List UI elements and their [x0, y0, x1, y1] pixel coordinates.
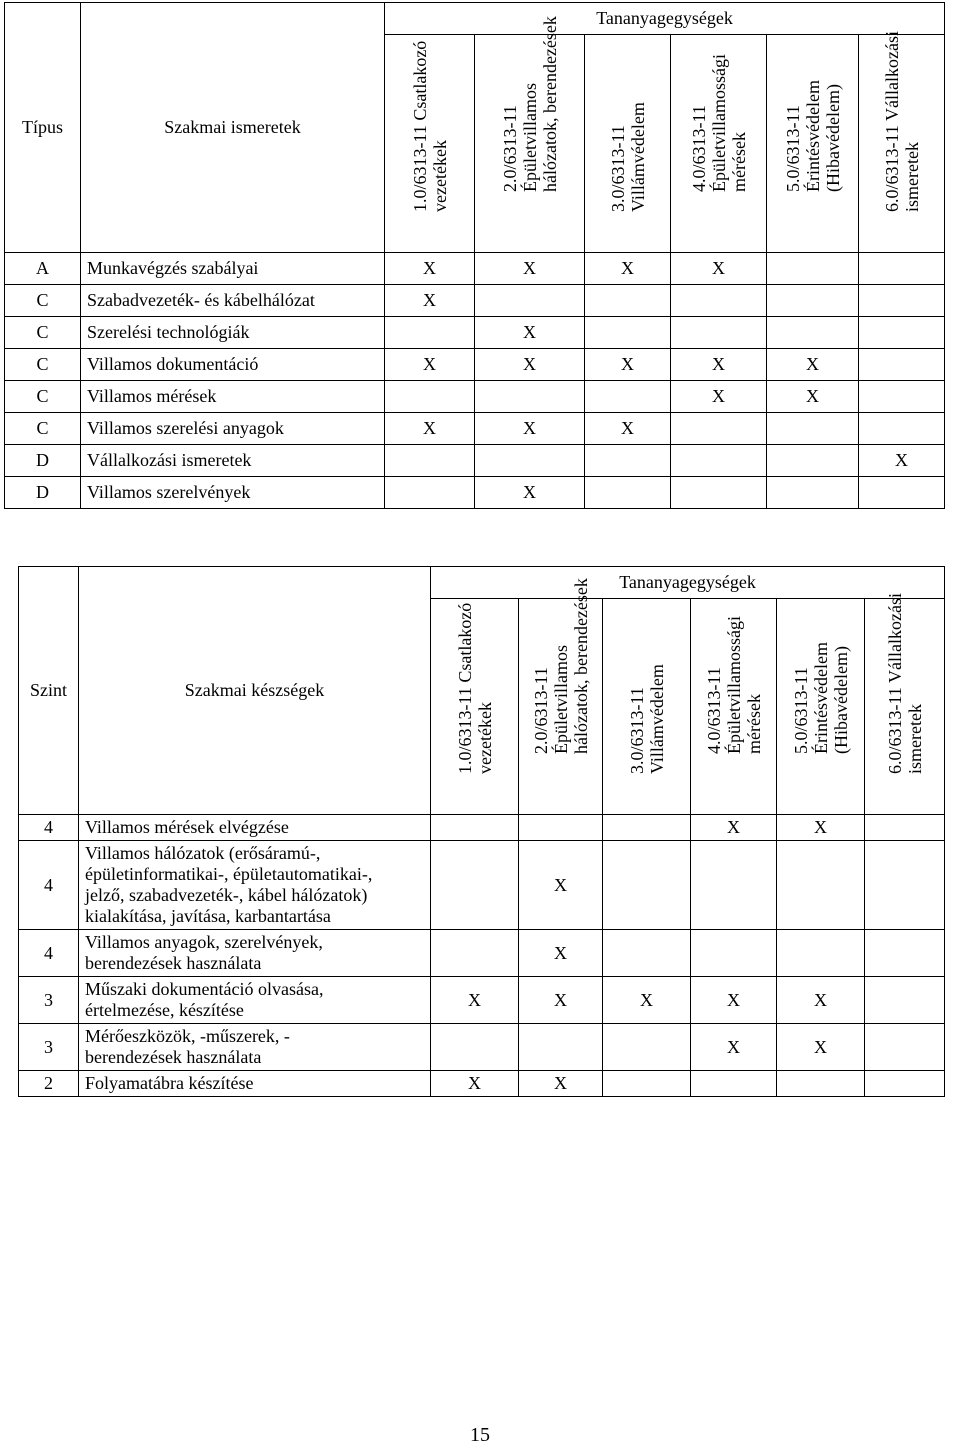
type-cell: C — [5, 349, 81, 381]
mark-cell — [859, 413, 945, 445]
unit-header-6 — [859, 31, 945, 253]
mark-cell: X — [671, 381, 767, 413]
mark-cell — [385, 445, 475, 477]
type-header: Típus — [5, 3, 81, 253]
unit-header-line: Érintésvédelem — [802, 80, 823, 192]
level-cell: 4 — [19, 930, 79, 977]
unit-header-line: 2.0/6313-11 — [499, 105, 520, 192]
unit-header-1 — [431, 599, 519, 815]
mark-cell — [767, 285, 859, 317]
mark-cell — [385, 317, 475, 349]
mark-cell: X — [475, 413, 585, 445]
unit-header-line: Épületvillamossági — [708, 54, 729, 192]
mark-cell: X — [671, 349, 767, 381]
skills-header: Szakmai készségek — [79, 567, 431, 815]
mark-cell — [865, 977, 945, 1024]
skill-line: Folyamatábra készítése — [85, 1073, 254, 1093]
mark-cell — [431, 841, 519, 930]
level-cell: 3 — [19, 1024, 79, 1071]
unit-header-line: ismeretek — [904, 704, 925, 774]
unit-header-line: 6.0/6313-11 Vállalkozási — [881, 31, 902, 212]
table-row — [19, 930, 945, 977]
mark-cell — [865, 1071, 945, 1097]
skill-line: berendezések használata — [85, 1047, 262, 1067]
skill-cell — [79, 977, 431, 1024]
mark-cell — [431, 815, 519, 841]
table-row — [19, 815, 945, 841]
mark-cell — [585, 477, 671, 509]
mark-cell: X — [475, 317, 585, 349]
table-row — [5, 445, 945, 477]
unit-header-line: hálózatok, berendezések — [539, 16, 560, 192]
type-cell: C — [5, 413, 81, 445]
mark-cell — [603, 1071, 691, 1097]
unit-header-1 — [385, 35, 475, 253]
mark-cell — [475, 285, 585, 317]
unit-header-line: Villámvédelem — [627, 102, 648, 212]
skill-line: jelző, szabadvezeték-, kábel hálózatok) — [85, 885, 368, 905]
skill-cell — [79, 930, 431, 977]
unit-header-line: hálózatok, berendezések — [570, 578, 591, 754]
mark-cell — [859, 381, 945, 413]
unit-header-line: 3.0/6313-11 — [607, 125, 628, 212]
mark-cell — [385, 477, 475, 509]
mark-cell — [865, 930, 945, 977]
mark-cell — [671, 285, 767, 317]
mark-cell — [777, 841, 865, 930]
skill-line: épületinformatikai-, épületautomatikai-, — [85, 864, 373, 884]
mark-cell — [859, 477, 945, 509]
mark-cell: X — [519, 930, 603, 977]
unit-header-5 — [777, 599, 865, 815]
mark-cell: X — [431, 977, 519, 1024]
mark-cell — [671, 413, 767, 445]
unit-header-line: 2.0/6313-11 — [530, 667, 551, 754]
knowledge-table — [4, 2, 945, 509]
knowledge-header: Szakmai ismeretek — [81, 3, 385, 253]
skill-cell — [79, 815, 431, 841]
table-row — [5, 349, 945, 381]
knowledge-cell: Villamos szerelvények — [81, 477, 385, 509]
mark-cell — [859, 349, 945, 381]
knowledge-cell: Villamos dokumentáció — [81, 349, 385, 381]
mark-cell: X — [767, 381, 859, 413]
knowledge-cell: Villamos mérések — [81, 381, 385, 413]
mark-cell — [519, 815, 603, 841]
table-row — [19, 977, 945, 1024]
mark-cell — [603, 841, 691, 930]
mark-cell — [865, 815, 945, 841]
type-cell: C — [5, 285, 81, 317]
mark-cell — [475, 381, 585, 413]
table-row — [5, 413, 945, 445]
skill-cell — [79, 841, 431, 930]
mark-cell — [691, 841, 777, 930]
unit-header-line: 5.0/6313-11 — [782, 105, 803, 192]
type-cell: A — [5, 253, 81, 285]
skill-cell — [79, 1071, 431, 1097]
level-cell: 4 — [19, 841, 79, 930]
knowledge-cell: Villamos szerelési anyagok — [81, 413, 385, 445]
skills-rows — [19, 815, 945, 1097]
unit-header-line: Épületvillamos — [550, 645, 571, 754]
skills-table — [18, 566, 945, 1097]
mark-cell — [865, 841, 945, 930]
unit-header-line: mérések — [728, 132, 749, 192]
mark-cell — [691, 1071, 777, 1097]
mark-cell: X — [671, 253, 767, 285]
mark-cell — [767, 413, 859, 445]
skill-line: Villamos anyagok, szerelvények, — [85, 932, 323, 952]
level-cell: 2 — [19, 1071, 79, 1097]
unit-header-3 — [603, 599, 691, 815]
mark-cell — [519, 1024, 603, 1071]
mark-cell: X — [585, 413, 671, 445]
knowledge-cell: Munkavégzés szabályai — [81, 253, 385, 285]
mark-cell — [777, 1071, 865, 1097]
unit-header-4 — [671, 35, 767, 253]
skill-line: berendezések használata — [85, 953, 262, 973]
table-row — [19, 1071, 945, 1097]
skill-line: értelmezése, készítése — [85, 1000, 244, 1020]
mark-cell — [431, 930, 519, 977]
mark-cell — [585, 317, 671, 349]
unit-header-line: 5.0/6313-11 — [790, 667, 811, 754]
skill-line: Villamos hálózatok (erősáramú-, — [85, 843, 321, 863]
page-number: 15 — [470, 1424, 490, 1446]
mark-cell: X — [385, 349, 475, 381]
mark-cell: X — [585, 349, 671, 381]
unit-header-5 — [767, 35, 859, 253]
unit-header-line: (Hibavédelem) — [822, 84, 843, 192]
unit-header-6 — [865, 593, 945, 815]
mark-cell: X — [603, 977, 691, 1024]
table-row — [19, 841, 945, 930]
unit-header-line: 4.0/6313-11 — [703, 667, 724, 754]
unit-header-4 — [691, 599, 777, 815]
mark-cell — [767, 477, 859, 509]
mark-cell: X — [691, 977, 777, 1024]
mark-cell — [585, 285, 671, 317]
mark-cell — [767, 317, 859, 349]
table-row — [5, 285, 945, 317]
unit-header-line: Villámvédelem — [646, 664, 667, 774]
mark-cell: X — [475, 477, 585, 509]
mark-cell: X — [385, 253, 475, 285]
knowledge-cell: Szabadvezeték- és kábelhálózat — [81, 285, 385, 317]
unit-header-line: 3.0/6313-11 — [626, 687, 647, 774]
mark-cell: X — [475, 253, 585, 285]
knowledge-cell: Vállalkozási ismeretek — [81, 445, 385, 477]
unit-header-line: 4.0/6313-11 — [688, 105, 709, 192]
mark-cell — [859, 317, 945, 349]
mark-cell — [859, 285, 945, 317]
knowledge-cell: Szerelési technológiák — [81, 317, 385, 349]
unit-header-line: Érintésvédelem — [810, 642, 831, 754]
mark-cell: X — [777, 977, 865, 1024]
mark-cell — [603, 1024, 691, 1071]
table-row — [5, 381, 945, 413]
mark-cell: X — [585, 253, 671, 285]
level-cell: 3 — [19, 977, 79, 1024]
unit-header-line: 1.0/6313-11 Csatlakozó — [409, 40, 430, 212]
units-header-2: Tananyagegységek — [431, 567, 945, 599]
mark-cell — [691, 930, 777, 977]
mark-cell: X — [519, 977, 603, 1024]
level-header: Szint — [19, 567, 79, 815]
mark-cell: X — [519, 841, 603, 930]
units-header: Tananyagegységek — [385, 3, 945, 35]
skill-line: kialakítása, javítása, karbantartása — [85, 906, 331, 926]
unit-header-line: vezetékek — [429, 140, 450, 212]
unit-header-line: 6.0/6313-11 Vállalkozási — [884, 593, 905, 774]
skill-line: Mérőeszközök, -műszerek, - — [85, 1026, 290, 1046]
mark-cell — [767, 253, 859, 285]
unit-header-line: Épületvillamossági — [723, 616, 744, 754]
skill-line: Műszaki dokumentáció olvasása, — [85, 979, 324, 999]
mark-cell — [603, 815, 691, 841]
table-row — [5, 317, 945, 349]
mark-cell: X — [691, 815, 777, 841]
unit-header-line: Épületvillamos — [519, 83, 540, 192]
mark-cell — [385, 381, 475, 413]
type-cell: D — [5, 477, 81, 509]
skill-line: Villamos mérések elvégzése — [85, 817, 289, 837]
unit-header-2 — [475, 16, 585, 253]
unit-header-line: ismeretek — [901, 142, 922, 212]
table-row — [5, 253, 945, 285]
type-cell: C — [5, 381, 81, 413]
mark-cell: X — [385, 285, 475, 317]
table-row — [19, 1024, 945, 1071]
level-cell: 4 — [19, 815, 79, 841]
mark-cell — [475, 445, 585, 477]
unit-header-line: mérések — [743, 694, 764, 754]
mark-cell — [671, 445, 767, 477]
unit-header-line: 1.0/6313-11 Csatlakozó — [454, 602, 475, 774]
mark-cell: X — [519, 1071, 603, 1097]
mark-cell: X — [859, 445, 945, 477]
knowledge-rows — [5, 253, 945, 509]
mark-cell — [777, 930, 865, 977]
unit-header-2 — [519, 578, 603, 815]
mark-cell: X — [777, 815, 865, 841]
type-cell: C — [5, 317, 81, 349]
mark-cell — [671, 477, 767, 509]
mark-cell: X — [691, 1024, 777, 1071]
skill-cell — [79, 1024, 431, 1071]
mark-cell: X — [777, 1024, 865, 1071]
mark-cell — [671, 317, 767, 349]
mark-cell: X — [767, 349, 859, 381]
mark-cell — [603, 930, 691, 977]
mark-cell — [585, 445, 671, 477]
mark-cell — [431, 1024, 519, 1071]
mark-cell: X — [431, 1071, 519, 1097]
type-cell: D — [5, 445, 81, 477]
mark-cell — [859, 253, 945, 285]
mark-cell — [865, 1024, 945, 1071]
mark-cell: X — [475, 349, 585, 381]
mark-cell: X — [385, 413, 475, 445]
unit-header-3 — [585, 35, 671, 253]
unit-header-line: (Hibavédelem) — [830, 646, 851, 754]
table-row — [5, 477, 945, 509]
mark-cell — [585, 381, 671, 413]
unit-header-line: vezetékek — [474, 702, 495, 774]
mark-cell — [767, 445, 859, 477]
